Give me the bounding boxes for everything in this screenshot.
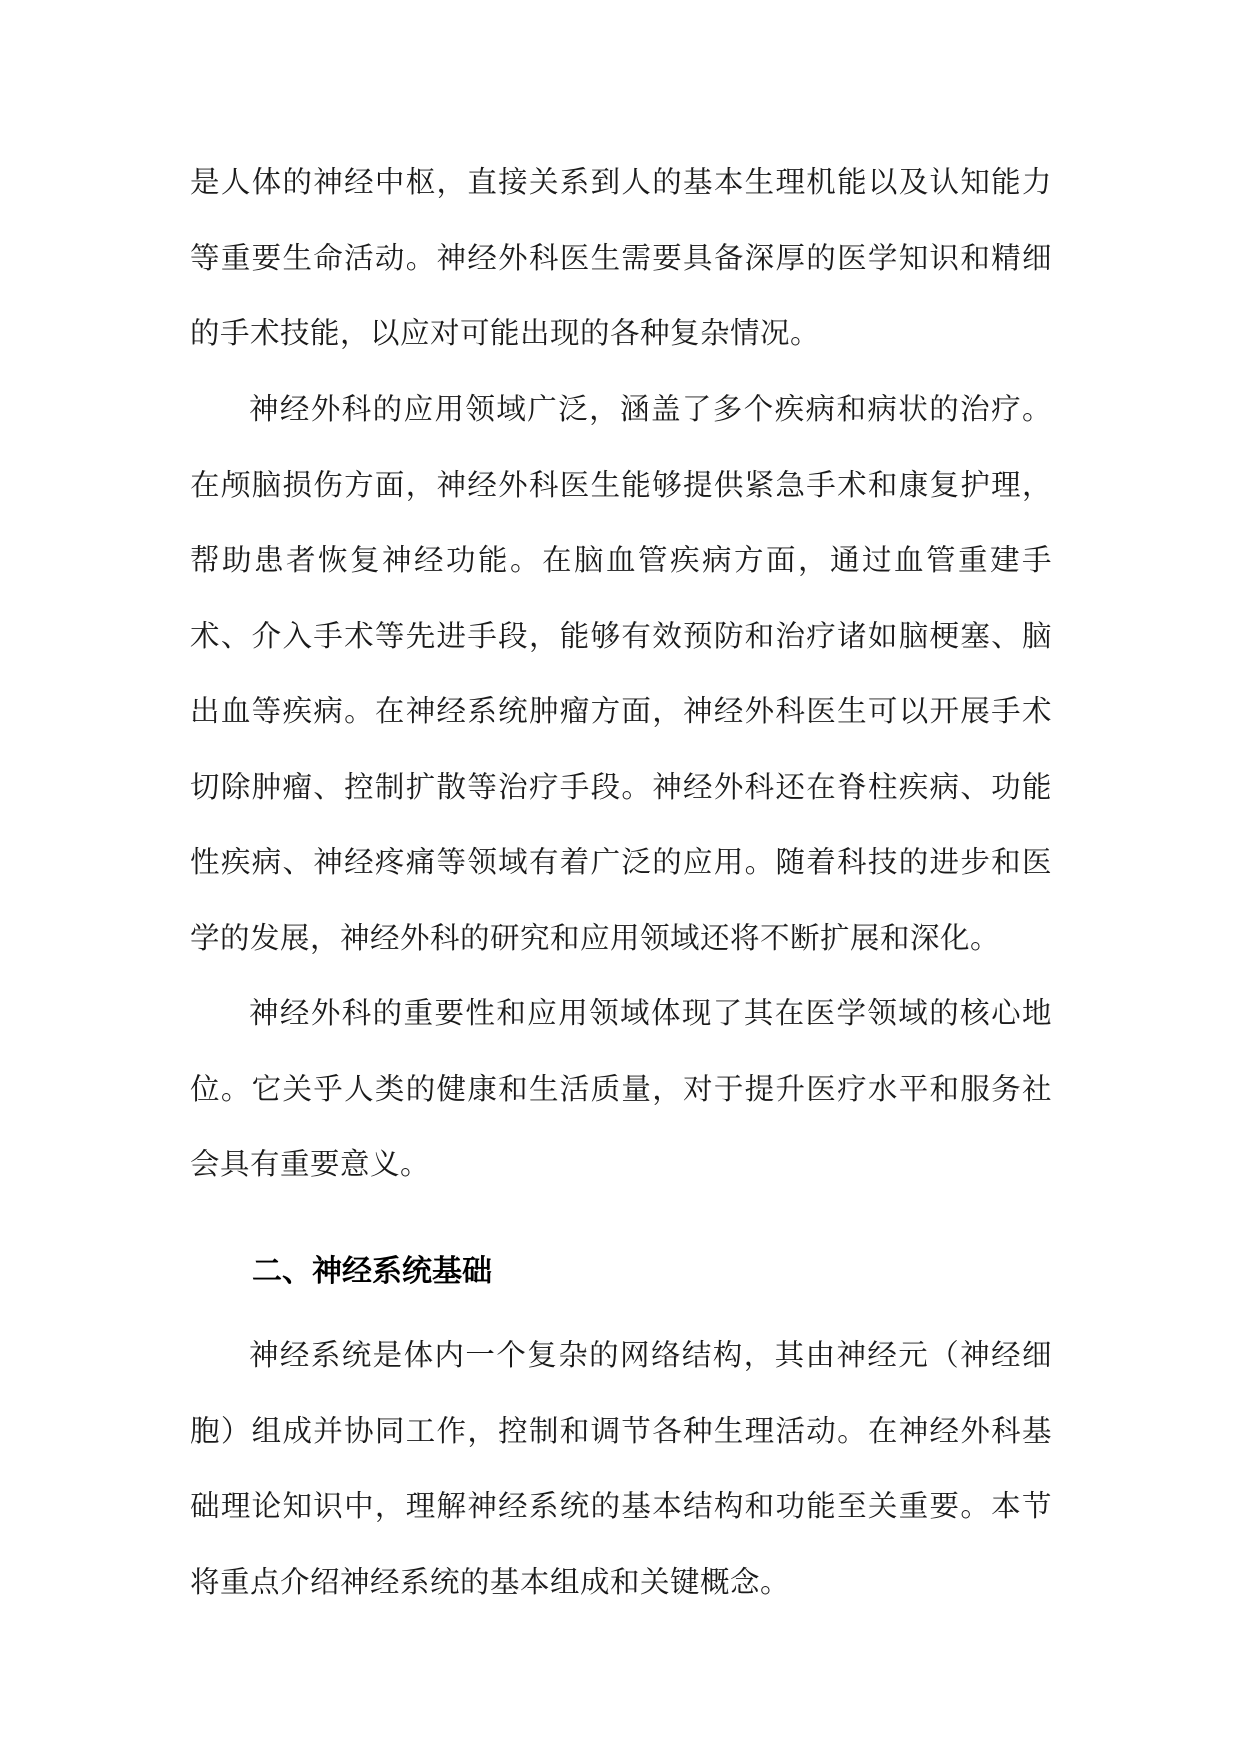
paragraph-2: 神经外科的应用领域广泛，涵盖了多个疾病和病状的治疗。在颅脑损伤方面，神经外科医生能够提供紧急手术和康复护理，帮助患者恢复神经功能。在脑血管疾病方面，通过血管重建手术、介入手术等先进手段，能够有效预防和治疗诸如脑梗塞、脑出血等疾病。在神经系统肿瘤方面，神经外科医生可以开展手术切除肿瘤、控制扩散等治疗手段。神经外科还在脊柱疾病、功能性疾病、神经疼痛等领域有着广泛的应用。随着科技的进步和医学的发展，神经外科的研究和应用领域还将不断扩展和深化。 [190, 392, 1052, 955]
section-heading: 二、神经系统基础 [252, 1254, 492, 1289]
paragraph-1: 是人体的神经中枢，直接关系到人的基本生理机能以及认知能力等重要生命活动。神经外科医生需要具备深厚的医学知识和精细的手术技能，以应对可能出现的各种复杂情况。 [190, 165, 1052, 350]
page-content [190, 145, 1052, 1620]
paragraph-3: 神经外科的重要性和应用领域体现了其在医学领域的核心地位。它关乎人类的健康和生活质量，对于提升医疗水平和服务社会具有重要意义。 [190, 996, 1052, 1181]
paragraph-4: 神经系统是体内一个复杂的网络结构，其由神经元（神经细胞）组成并协同工作，控制和调节各种生理活动。在神经外科基础理论知识中，理解神经系统的基本结构和功能至关重要。本节将重点介绍神经系统的基本组成和关键概念。 [190, 1338, 1052, 1599]
